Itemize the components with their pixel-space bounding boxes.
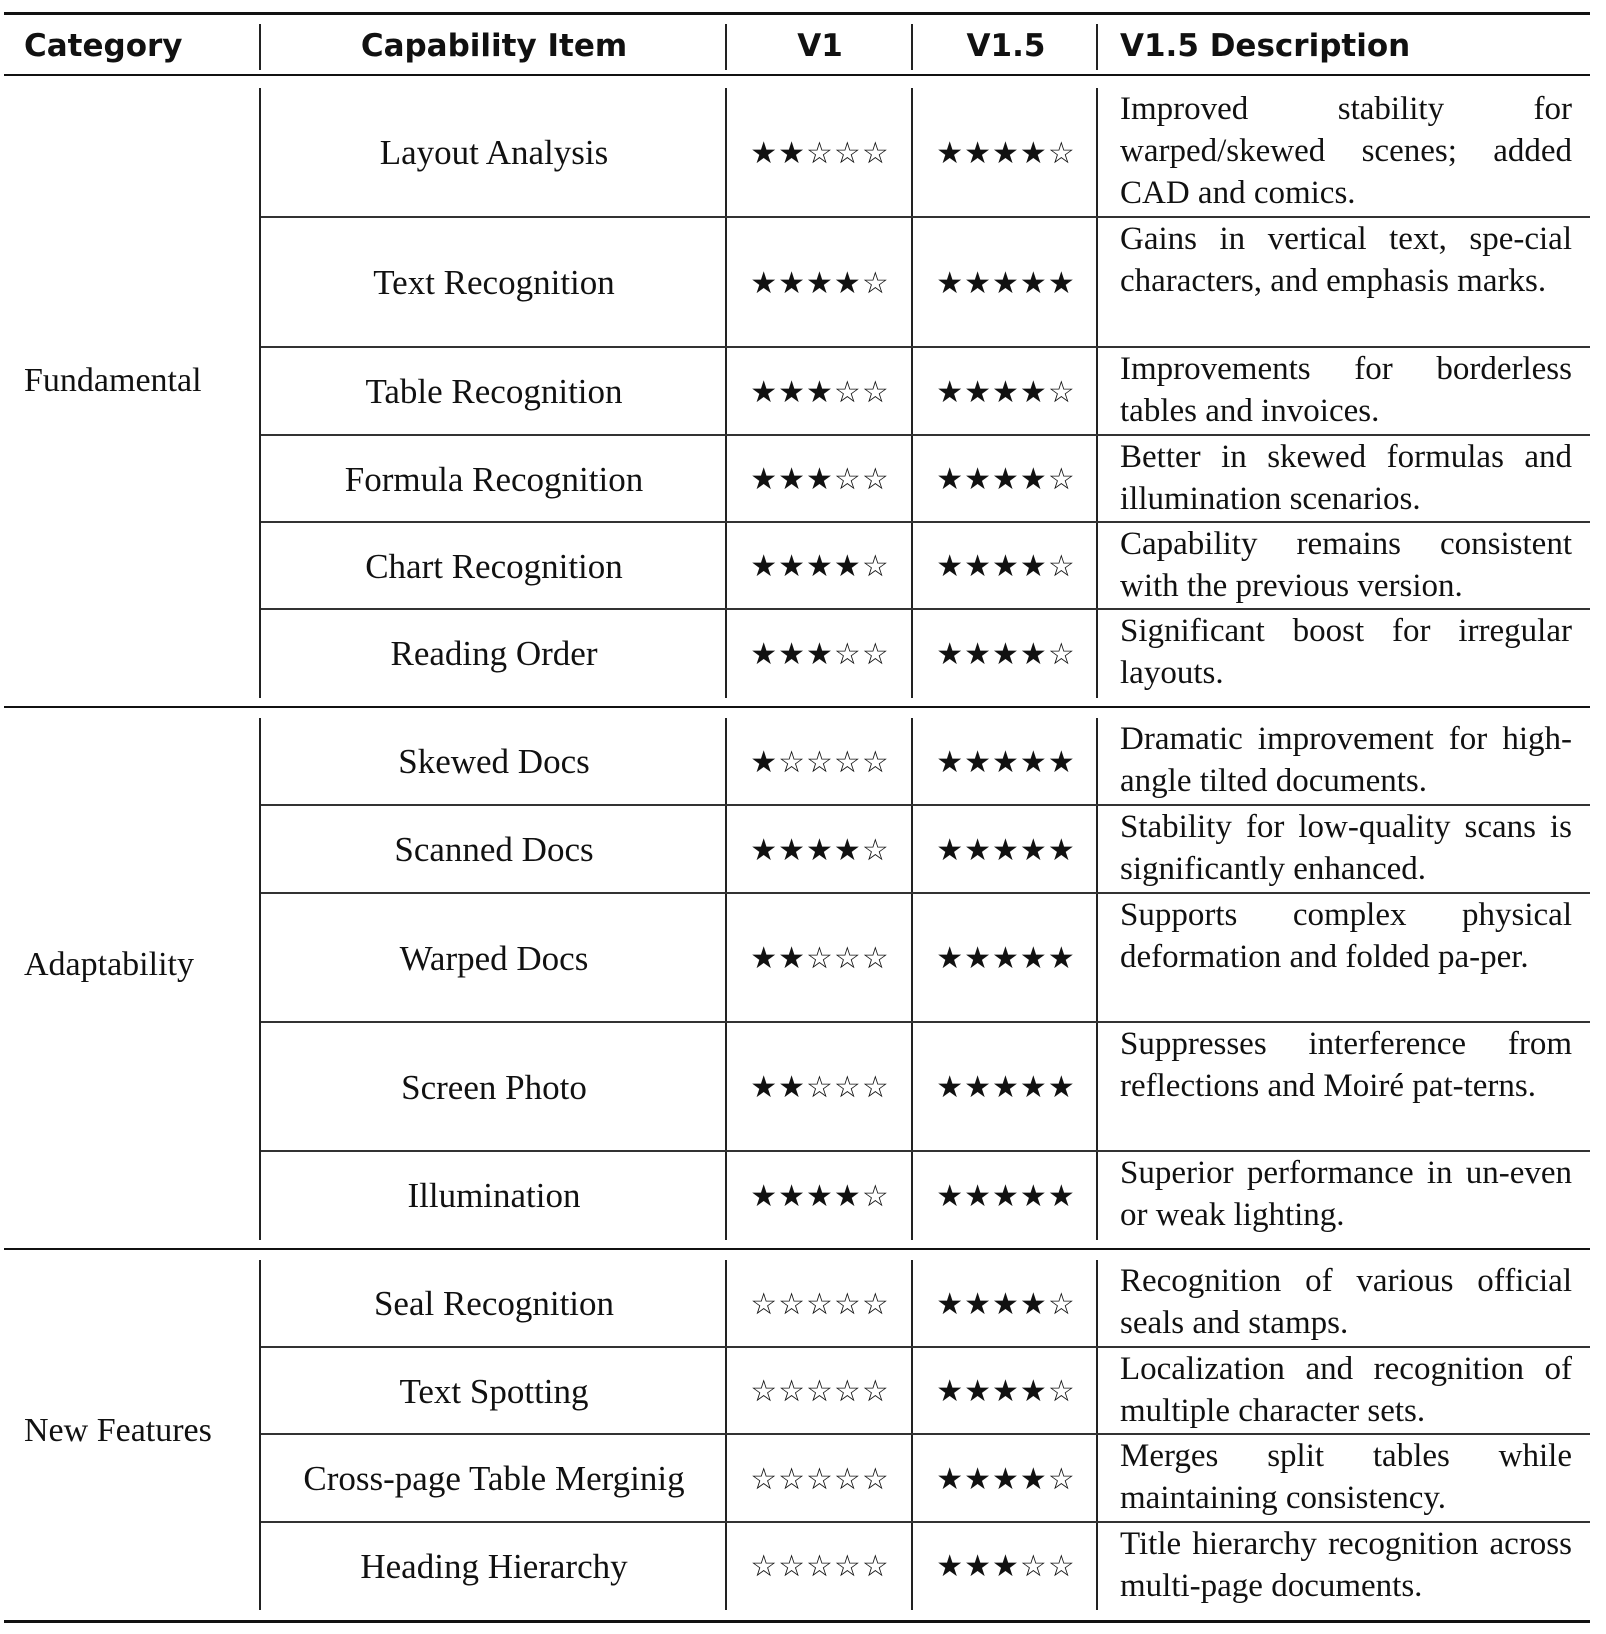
column-separator (259, 718, 261, 1240)
v15-description: Stability for low-quality scans is significantly enhanced. (1120, 809, 1572, 887)
v15-description: Capability remains consistent with the previous version. (1120, 526, 1572, 604)
header-capability-item: Capability Item (360, 28, 628, 64)
v15-rating-stars: ★★★☆☆ (936, 1549, 1076, 1584)
v15-rating-stars: ★★★★★ (936, 1070, 1076, 1105)
category-label: New Features (24, 1412, 212, 1449)
v15-rating-stars: ★★★★★ (936, 744, 1076, 780)
capability-item: Chart Recognition (365, 546, 623, 586)
v15-rating-stars: ★★★★★ (936, 1178, 1076, 1214)
column-separator (259, 88, 261, 698)
capability-item: Text Recognition (373, 263, 615, 302)
v1-rating-stars: ★★☆☆☆ (750, 135, 890, 171)
capability-item: Illumination (407, 1176, 581, 1215)
capability-item: Text Spotting (399, 1371, 589, 1411)
category-label: Adaptability (24, 946, 194, 983)
v15-description: Title hierarchy recognition across multi-page documents. (1120, 1526, 1572, 1604)
header-v1: V1 (797, 28, 843, 64)
v15-description: Supports complex physical deformation and folded pa-per. (1120, 897, 1572, 975)
v15-rating-stars: ★★★★☆ (936, 1461, 1076, 1497)
header-v15: V1.5 (966, 28, 1046, 64)
v1-rating-stars: ☆☆☆☆☆ (750, 1374, 890, 1409)
capability-item: Layout Analysis (379, 133, 609, 172)
v1-rating-stars: ☆☆☆☆☆ (750, 1286, 890, 1322)
category-label: Fundamental (24, 362, 202, 399)
v15-rating-stars: ★★★★☆ (936, 636, 1076, 672)
capability-item: Skewed Docs (398, 742, 590, 781)
v1-rating-stars: ☆☆☆☆☆ (750, 1549, 890, 1584)
header-separator (259, 24, 261, 70)
v15-description: Merges split tables while maintaining consistency. (1120, 1438, 1572, 1516)
capability-item: Heading Hierarchy (360, 1546, 628, 1586)
v15-rating-stars: ★★★★★ (936, 265, 1076, 301)
header-rule (4, 74, 1590, 76)
v1-rating-stars: ★★★☆☆ (750, 636, 890, 672)
v15-description: Recognition of various official seals and stamps. (1120, 1263, 1572, 1341)
v15-rating-stars: ★★★★☆ (936, 1286, 1076, 1322)
v15-rating-stars: ★★★★☆ (936, 374, 1076, 410)
capability-item: Table Recognition (365, 372, 623, 411)
header-v15-description: V1.5 Description (1120, 28, 1411, 64)
capability-item: Reading Order (390, 634, 598, 673)
capability-item: Cross-page Table Merginig (303, 1459, 685, 1498)
v1-rating-stars: ★★★★☆ (750, 549, 890, 584)
v1-rating-stars: ★★★★☆ (750, 1178, 890, 1214)
capability-item: Scanned Docs (394, 830, 594, 869)
bottom-rule (4, 1620, 1590, 1623)
capability-item: Screen Photo (401, 1067, 587, 1107)
v15-rating-stars: ★★★★☆ (936, 1374, 1076, 1409)
v15-description: Dramatic improvement for high-angle tilted documents. (1120, 721, 1572, 799)
group-rule-2 (4, 1248, 1590, 1250)
v15-rating-stars: ★★★★★ (936, 832, 1076, 868)
v15-rating-stars: ★★★★★ (936, 941, 1076, 976)
v15-rating-stars: ★★★★☆ (936, 549, 1076, 584)
v1-rating-stars: ☆☆☆☆☆ (750, 1461, 890, 1497)
v1-rating-stars: ★★☆☆☆ (750, 1070, 890, 1105)
capability-item: Seal Recognition (373, 1284, 615, 1323)
v15-description: Improvements for borderless tables and invoices. (1120, 351, 1572, 429)
capability-item: Formula Recognition (344, 459, 644, 499)
group-rule-1 (4, 706, 1590, 708)
top-rule (4, 12, 1590, 15)
v15-rating-stars: ★★★★☆ (936, 135, 1076, 171)
column-separator (259, 1260, 261, 1610)
header-category: Category (24, 28, 183, 64)
v15-rating-stars: ★★★★☆ (936, 462, 1076, 497)
v15-description: Superior performance in un-even or weak lighting. (1120, 1155, 1572, 1233)
v1-rating-stars: ★★★★☆ (750, 265, 890, 301)
v1-rating-stars: ★☆☆☆☆ (750, 744, 890, 780)
v1-rating-stars: ★★★☆☆ (750, 462, 890, 497)
v1-rating-stars: ★★☆☆☆ (750, 941, 890, 976)
v15-description: Significant boost for irregular layouts. (1120, 613, 1572, 691)
v1-rating-stars: ★★★☆☆ (750, 374, 890, 410)
v1-rating-stars: ★★★★☆ (750, 832, 890, 868)
v15-description: Better in skewed formulas and illumination scenarios. (1120, 439, 1572, 517)
v15-description: Gains in vertical text, spe-cial characters, and emphasis marks. (1120, 221, 1572, 299)
v15-description: Localization and recognition of multiple character sets. (1120, 1351, 1572, 1429)
v15-description: Suppresses interference from reflections and Moiré pat-terns. (1120, 1026, 1572, 1104)
capability-item: Warped Docs (399, 938, 589, 978)
v15-description: Improved stability for warped/skewed scenes; added CAD and comics. (1120, 91, 1572, 211)
